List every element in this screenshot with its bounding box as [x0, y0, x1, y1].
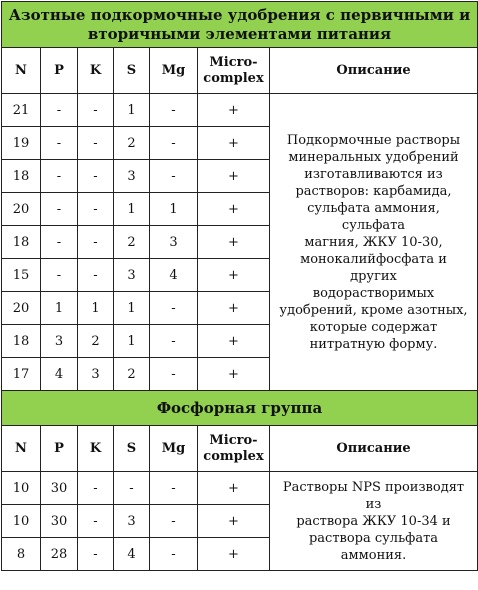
- cell-k: -: [78, 505, 114, 538]
- cell-n: 21: [2, 94, 41, 127]
- col-mg-header: Mg: [150, 426, 198, 472]
- cell-k: 2: [78, 325, 114, 358]
- cell-mg: -: [150, 505, 198, 538]
- phosphorus-header-row: [2, 426, 478, 472]
- cell-n: 20: [2, 193, 41, 226]
- cell-mg: -: [150, 160, 198, 193]
- cell-microcomplex: +: [198, 292, 270, 325]
- col-microcomplex-header: Micro- complex: [198, 48, 270, 94]
- cell-s: 4: [114, 538, 150, 571]
- cell-p: 4: [41, 358, 78, 391]
- cell-mg: -: [150, 358, 198, 391]
- cell-s: 1: [114, 94, 150, 127]
- cell-mg: -: [150, 292, 198, 325]
- cell-k: -: [78, 193, 114, 226]
- fertilizer-table: [1, 1, 478, 571]
- cell-p: -: [41, 226, 78, 259]
- cell-s: 1: [114, 193, 150, 226]
- cell-n: 15: [2, 259, 41, 292]
- cell-mg: -: [150, 325, 198, 358]
- cell-p: -: [41, 160, 78, 193]
- cell-p: -: [41, 193, 78, 226]
- cell-n: 19: [2, 127, 41, 160]
- cell-microcomplex: +: [198, 94, 270, 127]
- cell-k: -: [78, 472, 114, 505]
- cell-s: 1: [114, 292, 150, 325]
- cell-mg: -: [150, 127, 198, 160]
- col-microcomplex-header: Micro- complex: [198, 426, 270, 472]
- cell-microcomplex: +: [198, 259, 270, 292]
- cell-n: 18: [2, 226, 41, 259]
- table-row: [2, 94, 478, 127]
- col-k-header: K: [78, 48, 114, 94]
- cell-s: 2: [114, 127, 150, 160]
- cell-microcomplex: +: [198, 193, 270, 226]
- cell-p: -: [41, 259, 78, 292]
- cell-mg: -: [150, 94, 198, 127]
- cell-microcomplex: +: [198, 472, 270, 505]
- cell-p: 1: [41, 292, 78, 325]
- nitrogen-header-row: [2, 48, 478, 94]
- cell-s: 3: [114, 160, 150, 193]
- cell-k: -: [78, 160, 114, 193]
- cell-mg: 4: [150, 259, 198, 292]
- cell-n: 8: [2, 538, 41, 571]
- cell-s: 3: [114, 259, 150, 292]
- cell-n: 17: [2, 358, 41, 391]
- col-description-header: Описание: [270, 48, 478, 94]
- cell-microcomplex: +: [198, 325, 270, 358]
- cell-k: 1: [78, 292, 114, 325]
- cell-s: 3: [114, 505, 150, 538]
- cell-k: -: [78, 127, 114, 160]
- col-description-header: Описание: [270, 426, 478, 472]
- cell-s: 2: [114, 226, 150, 259]
- cell-mg: -: [150, 472, 198, 505]
- cell-k: -: [78, 94, 114, 127]
- table-row: [2, 472, 478, 505]
- cell-n: 10: [2, 505, 41, 538]
- col-p-header: P: [41, 426, 78, 472]
- cell-p: -: [41, 94, 78, 127]
- cell-microcomplex: +: [198, 505, 270, 538]
- phosphorus-section-title: Фосфорная группа: [2, 391, 478, 426]
- cell-n: 10: [2, 472, 41, 505]
- col-n-header: N: [2, 48, 41, 94]
- cell-microcomplex: +: [198, 538, 270, 571]
- cell-n: 18: [2, 325, 41, 358]
- cell-microcomplex: +: [198, 160, 270, 193]
- cell-k: -: [78, 538, 114, 571]
- cell-p: 30: [41, 505, 78, 538]
- nitrogen-section-title: Азотные подкормочные удобрения с первичными и вторичными элементами питания: [2, 2, 478, 48]
- cell-s: 1: [114, 325, 150, 358]
- col-p-header: P: [41, 48, 78, 94]
- cell-k: -: [78, 226, 114, 259]
- cell-s: -: [114, 472, 150, 505]
- phosphorus-description: Растворы NPS производят из раствора ЖКУ 10-34 и раствора сульфата аммония.: [270, 472, 478, 571]
- nitrogen-description: Подкормочные растворы минеральных удобрений изготавливаются из растворов: карбамида, сульфата аммония, сульфата магния, ЖКУ 10-30, монокалийфосфата и других водорастворимых удобрений, кроме азотных, которые содержат нитратную форму.: [270, 94, 478, 391]
- cell-mg: 1: [150, 193, 198, 226]
- col-s-header: S: [114, 48, 150, 94]
- cell-k: -: [78, 259, 114, 292]
- cell-p: 3: [41, 325, 78, 358]
- cell-s: 2: [114, 358, 150, 391]
- cell-microcomplex: +: [198, 226, 270, 259]
- cell-p: 30: [41, 472, 78, 505]
- cell-mg: 3: [150, 226, 198, 259]
- cell-k: 3: [78, 358, 114, 391]
- cell-microcomplex: +: [198, 358, 270, 391]
- col-mg-header: Mg: [150, 48, 198, 94]
- col-k-header: K: [78, 426, 114, 472]
- cell-mg: -: [150, 538, 198, 571]
- cell-n: 20: [2, 292, 41, 325]
- cell-p: -: [41, 127, 78, 160]
- col-s-header: S: [114, 426, 150, 472]
- cell-n: 18: [2, 160, 41, 193]
- cell-microcomplex: +: [198, 127, 270, 160]
- col-n-header: N: [2, 426, 41, 472]
- cell-p: 28: [41, 538, 78, 571]
